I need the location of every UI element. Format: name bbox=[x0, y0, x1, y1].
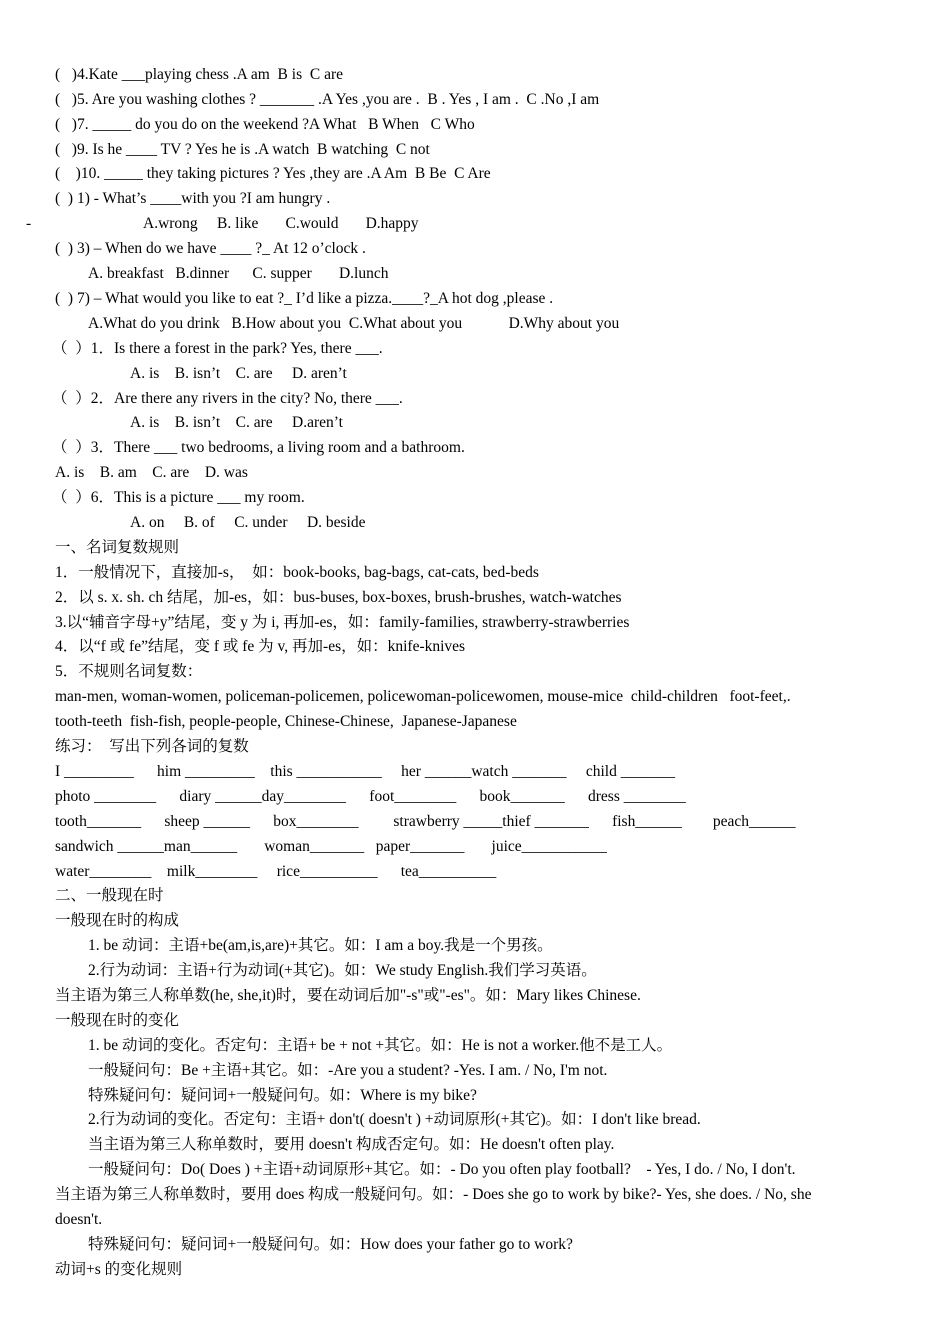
structure-be: 1. be 动词：主语+be(am,is,are)+其它。如：I am a boy.我是一个男孩。 bbox=[88, 937, 553, 954]
plural-rule-1: 1．一般情况下，直接加-s， 如：book-books, bag-bags, cat-cats, bed-beds bbox=[55, 564, 539, 581]
margin-mark: - bbox=[26, 215, 32, 232]
verb-negative: 2.行为动词的变化。否定句：主语+ don't( doesn't ) +动词原形(+其它)。如：I don't like bread. bbox=[88, 1111, 701, 1128]
irregular-plurals-2: tooth-teeth fish-fish, people-people, Chinese-Chinese, Japanese-Japanese bbox=[55, 713, 517, 730]
question-there-2: （ ）2．Are there any rivers in the city? No, there ___. bbox=[52, 390, 403, 407]
question-7: ( )7. _____ do you do on the weekend ?A What B When C Who bbox=[55, 116, 475, 133]
plural-rule-5: 5．不规则名词复数： bbox=[55, 663, 203, 680]
be-general-question: 一般疑问句：Be +主语+其它。如：-Are you a student? -Yes. I am. / No, I'm not. bbox=[88, 1062, 608, 1079]
options-dialog-3: A. breakfast B.dinner C. supper D.lunch bbox=[88, 265, 389, 282]
verb-negative-third-person: 当主语为第三人称单数时，要用 doesn't 构成否定句。如：He doesn't often play. bbox=[88, 1136, 615, 1153]
structure-verb: 2.行为动词：主语+行为动词(+其它)。如：We study English.我们学习英语。 bbox=[88, 962, 597, 979]
question-picture-6: （ ）6．This is a picture ___ my room. bbox=[52, 489, 305, 506]
section-heading-plural-nouns: 一、名词复数规则 bbox=[55, 539, 180, 556]
verb-special-question: 特殊疑问句：疑问词+一般疑问句。如：How does your father go to work? bbox=[88, 1236, 573, 1253]
be-special-question: 特殊疑问句：疑问词+一般疑问句。如：Where is my bike? bbox=[88, 1087, 477, 1104]
question-there-1: （ ）1．Is there a forest in the park? Yes, there ___. bbox=[52, 340, 383, 357]
options-dialog-7: A.What do you drink B.How about you C.What about you D.Why about you bbox=[88, 315, 620, 332]
options-there-1: A. is B. isn’t C. are D. aren’t bbox=[130, 365, 347, 382]
exercise-row-3: tooth_______ sheep ______ box________ strawberry _____thief _______ fish______ peach______ bbox=[55, 813, 796, 830]
question-dialog-1: ( ) 1) - What’s ____with you ?I am hungry . bbox=[55, 190, 331, 207]
options-picture-6: A. on B. of C. under D. beside bbox=[130, 514, 366, 531]
question-10: ( )10. _____ they taking pictures ? Yes ,they are .A Am B Be C Are bbox=[55, 165, 491, 182]
subheading-structure: 一般现在时的构成 bbox=[55, 912, 180, 929]
subheading-verb-s-rules: 动词+s 的变化规则 bbox=[55, 1261, 183, 1278]
exercise-row-5: water________ milk________ rice__________ tea__________ bbox=[55, 863, 497, 880]
verb-general-question: 一般疑问句：Do( Does ) +主语+动词原形+其它。如：- Do you often play football? - Yes, I do. / No, I don't. bbox=[88, 1161, 796, 1178]
exercise-row-4: sandwich ______man______ woman_______ paper_______ juice___________ bbox=[55, 838, 607, 855]
question-dialog-7: ( ) 7) – What would you like to eat ?_ I’d like a pizza.____?_A hot dog ,please . bbox=[55, 290, 554, 307]
question-9: ( )9. Is he ____ TV ? Yes he is .A watch B watching C not bbox=[55, 141, 430, 158]
verb-question-third-person: 当主语为第三人称单数时，要用 does 构成一般疑问句。如：- Does she go to work by bike?- Yes, she does. / No, she bbox=[55, 1186, 812, 1203]
options-there-3: A. is B. am C. are D. was bbox=[55, 464, 248, 481]
plural-rule-3: 3.以“辅音字母+y”结尾，变 y 为 i, 再加-es，如：family-families, strawberry-strawberries bbox=[55, 614, 630, 631]
exercise-row-1: I _________ him _________ this ___________ her ______watch _______ child _______ bbox=[55, 763, 675, 780]
options-there-2: A. is B. isn’t C. are D.aren’t bbox=[130, 414, 343, 431]
options-dialog-1: A.wrong B. like C.would D.happy bbox=[143, 215, 419, 232]
section-heading-present-simple: 二、一般现在时 bbox=[55, 887, 164, 904]
plural-rule-4: 4．以“f 或 fe”结尾，变 f 或 fe 为 v, 再加-es，如：knife-knives bbox=[55, 638, 466, 655]
subheading-changes: 一般现在时的变化 bbox=[55, 1012, 180, 1029]
irregular-plurals-1: man-men, woman-women, policeman-policemen, policewoman-policewomen, mouse-mice child-children foot-feet,. bbox=[55, 688, 791, 705]
plural-rule-2: 2．以 s. x. sh. ch 结尾，加-es，如：bus-buses, box-boxes, brush-brushes, watch-watches bbox=[55, 589, 622, 606]
question-dialog-3: ( ) 3) – When do we have ____ ?_ At 12 o’clock . bbox=[55, 240, 366, 257]
exercise-row-2: photo ________ diary ______day________ foot________ book_______ dress ________ bbox=[55, 788, 686, 805]
question-5: ( )5. Are you washing clothes ? _______ .A Yes ,you are . B . Yes , I am . C .No ,I am bbox=[55, 91, 600, 108]
be-negative: 1. be 动词的变化。否定句：主语+ be + not +其它。如：He is not a worker.他不是工人。 bbox=[88, 1037, 673, 1054]
exercise-heading: 练习： 写出下列各词的复数 bbox=[55, 738, 249, 755]
structure-third-person: 当主语为第三人称单数(he, she,it)时，要在动词后加"-s"或"-es"。如：Mary likes Chinese. bbox=[55, 987, 641, 1004]
question-4: ( )4.Kate ___playing chess .A am B is C are bbox=[55, 66, 343, 83]
verb-question-third-person-cont: doesn't. bbox=[55, 1211, 103, 1228]
question-there-3: （ ）3．There ___ two bedrooms, a living room and a bathroom. bbox=[52, 439, 465, 456]
